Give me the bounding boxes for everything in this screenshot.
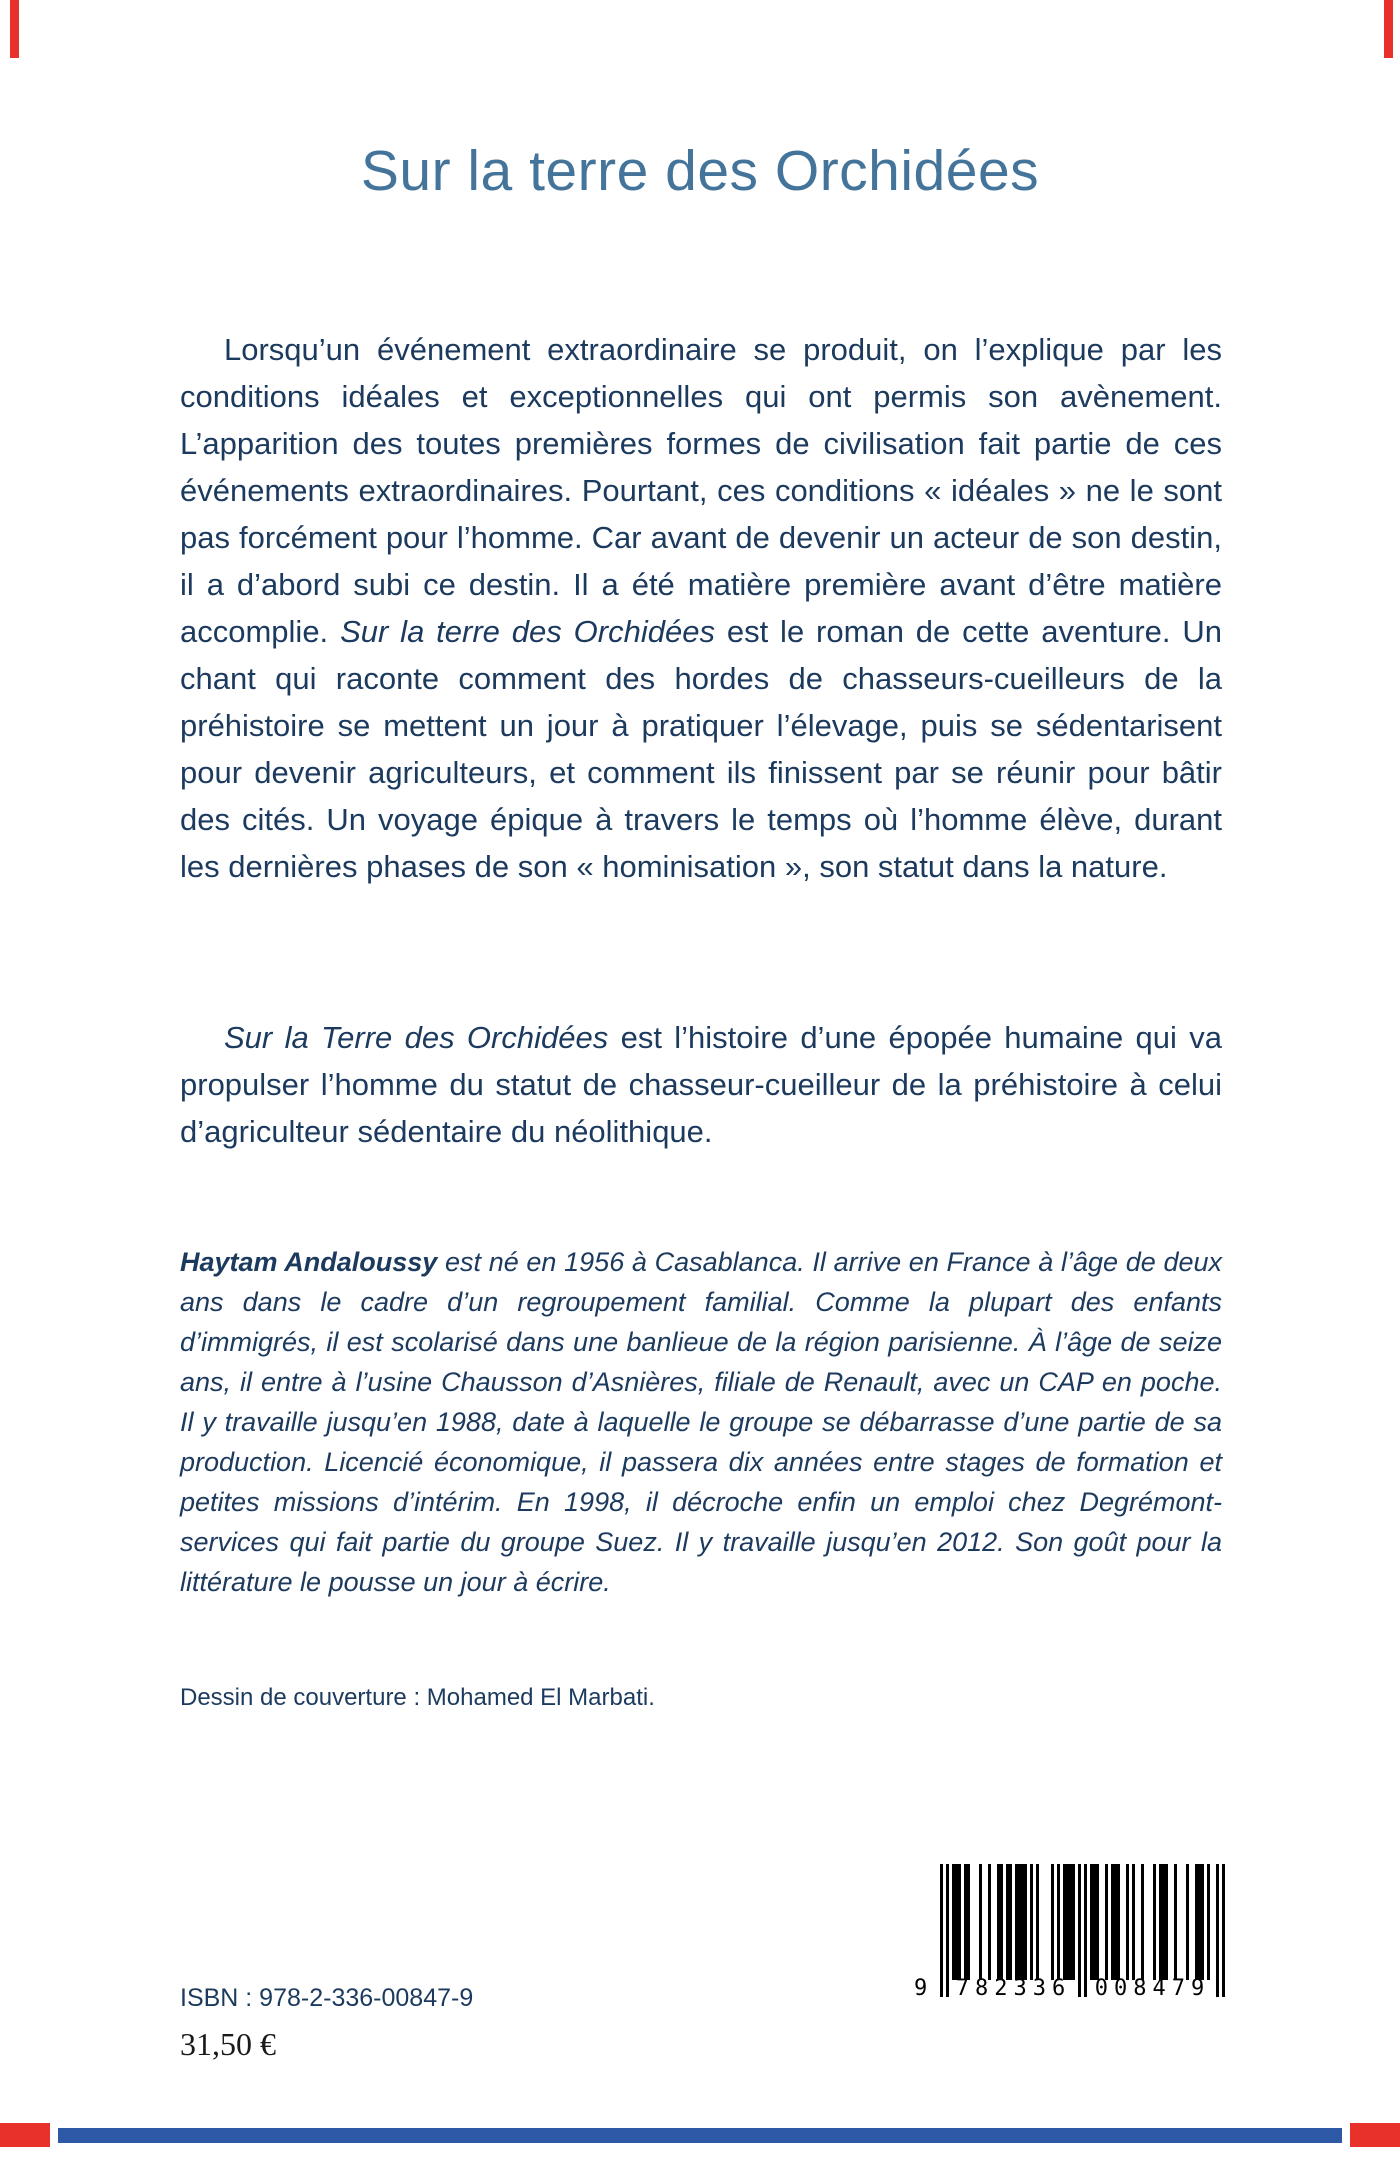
synopsis-text-3: est l’histoire d’une épopée humaine qui va propulser l’homme du statut de chasseur-cueilleur de la préhistoire à celui d’agriculteur sédentaire du néolithique. [180,1020,1223,1149]
trim-strip-blue [58,2128,1342,2143]
crop-mark-top-right [1384,0,1393,58]
trim-mark-bottom-right [1350,2123,1400,2147]
isbn-text: ISBN : 978-2-336-00847-9 [180,1984,474,2012]
synopsis-text-2: est le roman de cette aventure. Un chant qui raconte comment des hordes de chasseurs-cueilleurs de la préhistoire se mettent un jour à pratiquer l’élevage, puis se sédentarisent pour devenir agriculteurs, et comment ils finissent par se réunir pour bâtir des cités. Un voyage épique à travers le temps où l’homme élève, durant les dernières phases de son « hominisation », son statut dans la nature. [180,614,1223,884]
author-bio-text: est né en 1956 à Casablanca. Il arrive en France à l’âge de deux ans dans le cadre d’un regroupement familial. Comme la plupart des enfants d’immigrés, il est scolarisé dans une banlieue de la région parisienne. À l’âge de seize ans, il entre à l’usine Chausson d’Asnières, filiale de Renault, avec un CAP en poche. Il y travaille jusqu’en 1988, date à laquelle le groupe se débarrasse d’une partie de sa production. Licencié économique, il passera dix années entre stages de formation et petites missions d’intérim. En 1998, il décroche enfin un emploi chez Degrémont-services qui fait partie du groupe Suez. Il y travaille jusqu’en 2012. Son goût pour la littérature le pousse un jour à écrire. [180,1247,1222,1597]
author-name: Haytam Andaloussy [180,1247,438,1277]
book-title-inline-italic-2: Sur la Terre des Orchidées [224,1020,609,1055]
price-text: 31,50 € [180,2026,276,2062]
barcode-digit-group-2: 008479 [1094,1976,1211,2001]
synopsis-paragraph-1 [180,326,1222,890]
crop-mark-top-left [10,0,19,58]
trim-mark-bottom-left [0,2123,50,2147]
author-bio [180,1242,1222,1602]
synopsis-text-1: Lorsqu’un événement extraordinaire se produit, on l’explique par les conditions idéales et exceptionnelles qui ont permis son avènement. L’apparition des toutes premières formes de civilisation fait partie de ces événements extraordinaires. Pourtant, ces conditions « idéales » ne le sont pas forcément pour l’homme. Car avant de devenir un acteur de son destin, il a d’abord subi ce destin. Il a été matière première avant d’être matière accomplie. [180,332,1222,649]
synopsis-paragraph-2 [180,1014,1222,1155]
cover-artist-credit: Dessin de couverture : Mohamed El Marbati. [180,1684,655,1711]
book-title: Sur la terre des Orchidées [360,139,1040,203]
book-title-inline-italic: Sur la terre des Orchidées [340,614,715,649]
barcode-digit-group-1: 782336 [955,1976,1072,2001]
barcode-digit-leading: 9 [914,1976,928,2001]
ean13-barcode [914,1864,1225,2010]
